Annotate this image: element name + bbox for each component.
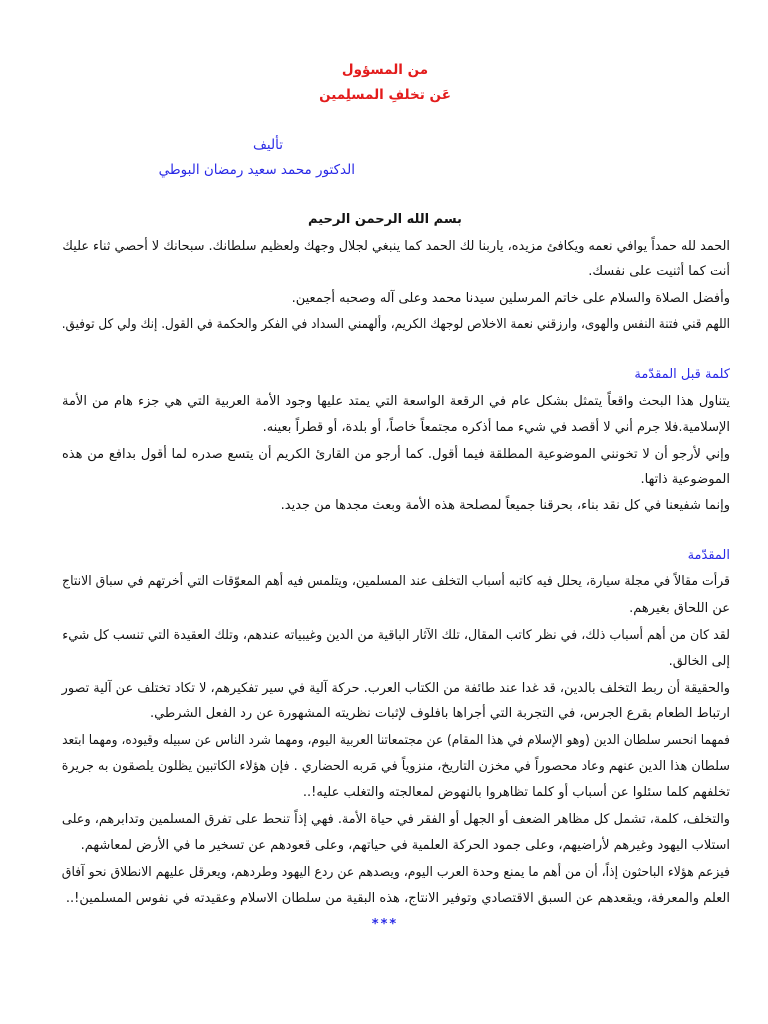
introduction-line: والحقيقة أن ربط التخلف بالدين، قد غدا عند طائفة من الكتاب العرب. حركة آلية في سير تفكيرهم، لا تكاد تختلف عن آلية تصور (61, 681, 731, 696)
opening-line: أنت كما أثنيت على نفسك. (588, 264, 730, 279)
introduction-line: ارتباط الطعام بقرع الجرس، في التجربة التي أجراها بافلوف لإثبات نظريته المشهورة عن رد الفعل الشرطي. (149, 706, 730, 721)
introduction-line: والتخلف، كلمة، تشمل كل مظاهر الضعف أو الجهل أو الفقر في حياة الأمة. فهي إذاً تنحط على تفرق المسلمين وتدابرهم، وعلى (61, 812, 731, 827)
introduction-line: تخلفهم كلما سئلوا عن أسباب أو كلما تظاهروا بالنهوض لمعالجته والتغلب عليه!.. (302, 785, 730, 800)
opening-line: اللهم قني فتنة النفس والهوى، وارزقني نعمة الاخلاص لوجهك الكريم، وألهمني السداد في الفكر والحكمة في القول. إنك ولي كل توفيق. (61, 317, 731, 332)
preface-line: يتناول هذا البحث واقعاً يتمثل بشكل عام في الرقعة الواسعة التي يمتد عليها وجود الأمة العربية التي هي جزء هام من الأمة (62, 394, 730, 409)
introduction-line: قرأت مقالاً في مجلة سيارة، يحلل فيه كاتبه أسباب التخلف عند المسلمين، ويتلمس فيه أهم المعوّقات التي أخرتهم في سباق الانتاج (62, 574, 731, 589)
preface-line: الموضوعية ذاتها. (640, 472, 730, 487)
introduction-line: إلى الخالق. (668, 654, 730, 669)
opening-line: الحمد لله حمداً يوافي نعمه ويكافئ مزيده، ياربنا لك الحمد كما ينبغي لجلال وجهك ولعظيم سلطانك. سبحانك لا أحصي ثناء عليك (62, 239, 730, 254)
introduction-line: فمهما انحسر سلطان الدين (وهو الإسلام في هذا المقام) عن مجتمعاتنا العربية اليوم، ومهما شرد الناس عن سبيله وقيوده، ومهما ابتعد (62, 733, 730, 748)
preface-line: الإسلامية.فلا جرم أني لا أقصد في شيء مما أذكره مجتمعاً خاصاً، أو بلدة، أو قطراً بعينه. (262, 420, 730, 435)
title-line-2: عَن تخلفِ المسلِمين (319, 87, 451, 103)
preface-line: وإني لأرجو أن لا تخونني الموضوعية المطلقة فيما أقول. كما أرجو من القارئ الكريم أن يتسع صدره لما أقول بدافع من هذه (62, 447, 730, 462)
introduction-line: لقد كان من أهم أسباب ذلك، في نظر كاتب المقال، تلك الآثار الباقية من الدين وغيبياته عندهم، وتلك العقيدة التي تنسب كل شيء (62, 628, 731, 643)
preface-heading: كلمة قبل المقدّمة (634, 367, 730, 382)
basmala-heading: بسم الله الرحمن الرحيم (308, 212, 462, 227)
introduction-line: فيزعم هؤلاء الباحثون إذاً، أن من أهم ما يمنع وحدة العرب اليوم، ويصدهم عن ردع اليهود وطردهم، ويعرقل عليهم الانطلاق نحو آفاق (61, 865, 731, 880)
opening-line: وأفضل الصلاة والسلام على خاتم المرسلين سيدنا محمد وعلى آله وصحبه أجمعين. (291, 291, 730, 306)
introduction-line: استلاب اليهود وغيرهم لأراضيهم، وعلى جمود الحركة العلمية في حياتهم، وعلى قعودهم عن تسخير ما في الأرض لمعاشهم. (80, 838, 730, 853)
introduction-heading: المقدّمة (687, 548, 730, 563)
introduction-line: عن اللحاق بغيرهم. (629, 601, 730, 616)
section-separator: *** (371, 917, 399, 932)
author-name: الدكتور محمد سعيد رمضان البوطي (158, 162, 355, 178)
introduction-line: العلم والمعرفة، ويقعدهم عن السبق الاقتصادي وتوفير الانتاج، هذه البقية من سلطان الاسلام وعقيدته في نفوس المسلمين!.. (65, 891, 730, 906)
preface-line: وإنما شفيعنا في كل نقد بناء، بحرقنا جميعاً لمصلحة هذه الأمة وبعث مجدها من جديد. (280, 498, 730, 513)
title-line-1: من المسؤول (341, 62, 429, 78)
author-label: تأليف (252, 137, 283, 153)
introduction-line: سلطان هذا الدين عنهم وعاد محصوراً في مخزن التاريخ، منزوياً في مَربه الحضاري . فإن هؤلاء الكاتبين يظلون يلصقون به جريرة (61, 759, 731, 774)
